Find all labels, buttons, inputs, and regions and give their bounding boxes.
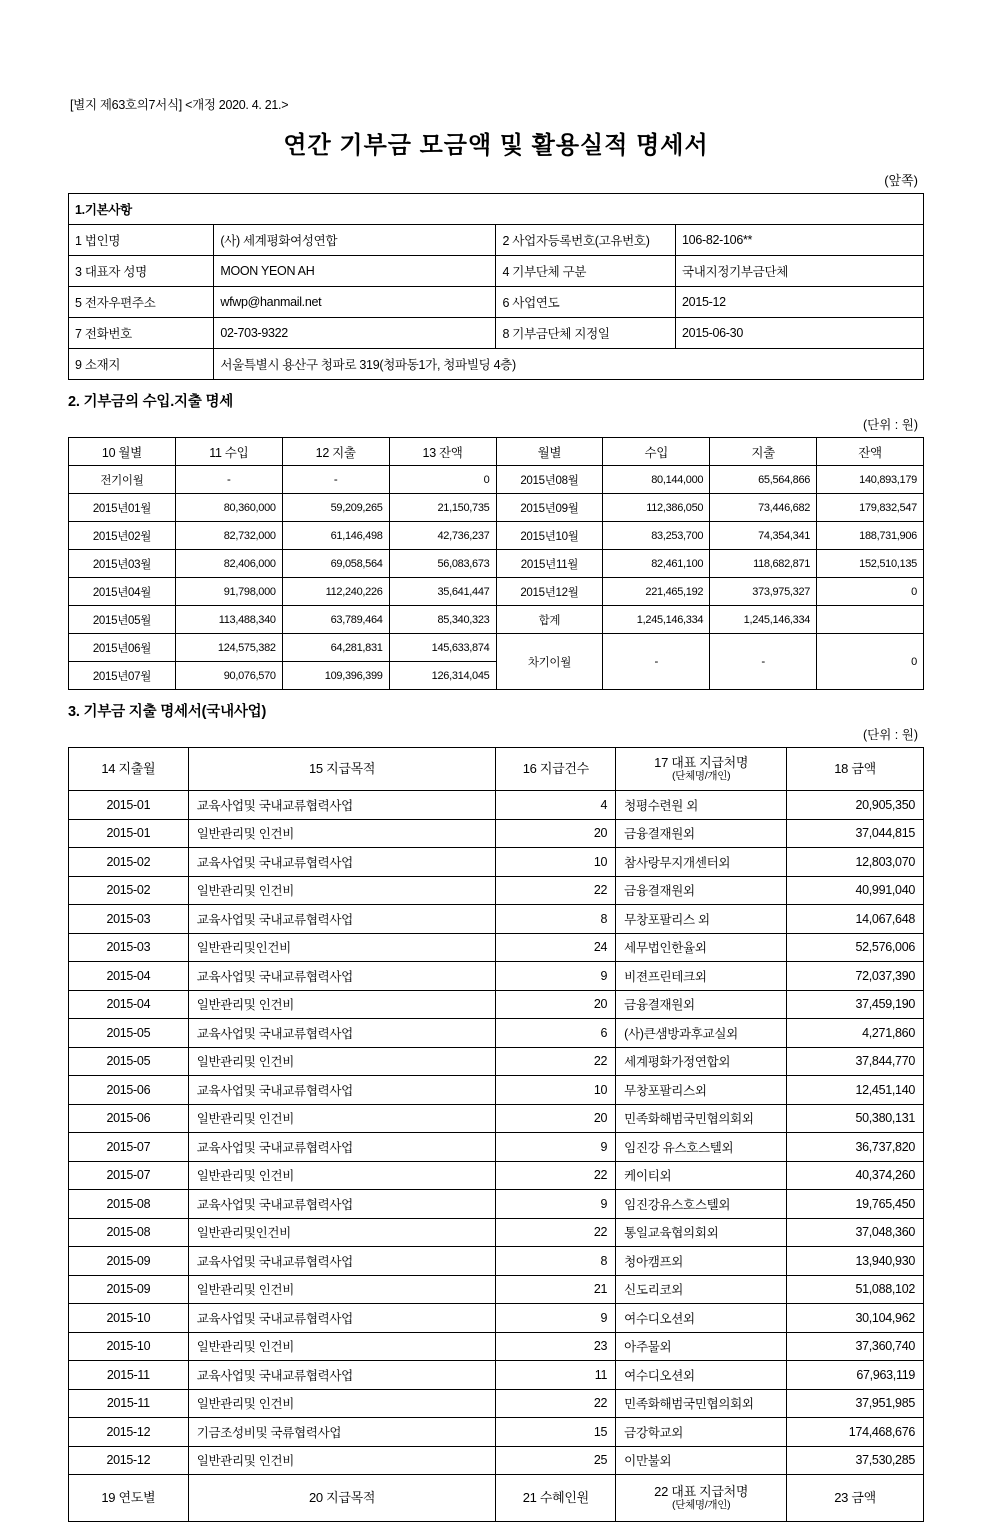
col-payee-name-sub: (단체명/개인) <box>672 770 731 783</box>
cell-expense-month: 2015-11 <box>69 1389 189 1418</box>
table-row <box>69 1133 924 1162</box>
cell-month: 2015년01월 <box>69 494 176 522</box>
cell-income: 90,076,570 <box>175 662 282 690</box>
value-email: wfwp@hanmail.net <box>214 287 496 318</box>
col-expense-left: 12 지출 <box>282 438 389 466</box>
cell-payment-purpose: 교육사업및 국내교류협력사업 <box>188 791 496 820</box>
cell-income-total: 1,245,146,334 <box>603 606 710 634</box>
cell-payment-count: 10 <box>496 1076 616 1105</box>
cell-payee-name: 비젼프린테크외 <box>616 962 787 991</box>
cell-month: 2015년02월 <box>69 522 176 550</box>
cell-income: 83,253,700 <box>603 522 710 550</box>
table-footer-header-row <box>69 1475 924 1522</box>
col-beneficiary-count: 21 수혜인원 <box>496 1475 616 1522</box>
cell-amount: 37,844,770 <box>787 1047 924 1076</box>
cell-payment-count: 9 <box>496 1190 616 1219</box>
cell-payee-name: 임진강 유스호스텔외 <box>616 1133 787 1162</box>
cell-balance: 21,150,735 <box>389 494 496 522</box>
table-row <box>69 1275 924 1304</box>
cell-payment-purpose: 일반관리및 인건비 <box>188 1104 496 1133</box>
cell-expense-month: 2015-10 <box>69 1304 189 1333</box>
table-row <box>69 933 924 962</box>
col-footer-payee-name <box>616 1475 787 1522</box>
table-row <box>69 905 924 934</box>
table-row <box>69 1389 924 1418</box>
cell-amount: 37,951,985 <box>787 1389 924 1418</box>
cell-payment-count: 20 <box>496 819 616 848</box>
cell-payee-name: 청아캠프외 <box>616 1247 787 1276</box>
cell-payment-purpose: 교육사업및 국내교류협력사업 <box>188 1247 496 1276</box>
label-corporation-name: 1 법인명 <box>69 225 214 256</box>
cell-balance: 0 <box>817 578 924 606</box>
table-row <box>69 1247 924 1276</box>
cell-payment-purpose: 교육사업및 국내교류협력사업 <box>188 1076 496 1105</box>
cell-expense-month: 2015-11 <box>69 1361 189 1390</box>
cell-payee-name: 임진강유스호스텔외 <box>616 1190 787 1219</box>
table-row <box>69 791 924 820</box>
cell-payment-purpose: 일반관리및 인건비 <box>188 1446 496 1475</box>
cell-payment-purpose: 일반관리및 인건비 <box>188 819 496 848</box>
col-payee-name-main: 17 대표 지급처명 <box>654 754 749 770</box>
cell-balance: 35,641,447 <box>389 578 496 606</box>
cell-payment-count: 4 <box>496 791 616 820</box>
cell-balance-total <box>817 606 924 634</box>
cell-payee-name: 참사랑무지개센터외 <box>616 848 787 877</box>
cell-month: 2015년04월 <box>69 578 176 606</box>
cell-payee-name: 무창포팔리스외 <box>616 1076 787 1105</box>
cell-amount: 12,451,140 <box>787 1076 924 1105</box>
cell-payment-purpose: 일반관리및 인건비 <box>188 876 496 905</box>
col-payment-count: 16 지급건수 <box>496 748 616 791</box>
cell-expense-month: 2015-04 <box>69 962 189 991</box>
cell-expense-total: 1,245,146,334 <box>710 606 817 634</box>
cell-month: 2015년07월 <box>69 662 176 690</box>
cell-payment-count: 21 <box>496 1275 616 1304</box>
cell-amount: 37,360,740 <box>787 1332 924 1361</box>
table-row <box>69 256 924 287</box>
col-expense-month: 14 지출월 <box>69 748 189 791</box>
cell-amount: 40,991,040 <box>787 876 924 905</box>
cell-payment-count: 20 <box>496 990 616 1019</box>
cell-amount: 67,963,119 <box>787 1361 924 1390</box>
col-footer-payee-name-main: 22 대표 지급처명 <box>654 1483 749 1499</box>
cell-expense: 373,975,327 <box>710 578 817 606</box>
cell-payment-count: 20 <box>496 1104 616 1133</box>
cell-payment-count: 10 <box>496 848 616 877</box>
cell-expense-month: 2015-08 <box>69 1218 189 1247</box>
table-row <box>69 1304 924 1333</box>
cell-payment-purpose: 일반관리및인건비 <box>188 1218 496 1247</box>
cell-income: 112,386,050 <box>603 494 710 522</box>
cell-expense-month: 2015-12 <box>69 1446 189 1475</box>
cell-expense-month: 2015-09 <box>69 1247 189 1276</box>
cell-balance: 126,314,045 <box>389 662 496 690</box>
table-row <box>69 1076 924 1105</box>
cell-payment-count: 6 <box>496 1019 616 1048</box>
cell-payment-count: 22 <box>496 1218 616 1247</box>
section2-unit: (단위 : 원) <box>863 418 918 432</box>
cell-balance: 145,633,874 <box>389 634 496 662</box>
cell-payment-purpose: 일반관리및인건비 <box>188 933 496 962</box>
value-corporation-name: (사) 세계평화여성연합 <box>214 225 496 256</box>
label-email: 5 전자우편주소 <box>69 287 214 318</box>
cell-expense: 63,789,464 <box>282 606 389 634</box>
cell-month: 2015년11월 <box>496 550 603 578</box>
cell-amount: 37,044,815 <box>787 819 924 848</box>
table-row <box>69 962 924 991</box>
page-title: 연간 기부금 모금액 및 활용실적 명세서 <box>283 132 709 159</box>
cell-month: 2015년06월 <box>69 634 176 662</box>
cell-balance: 140,893,179 <box>817 466 924 494</box>
cell-balance: 42,736,237 <box>389 522 496 550</box>
value-representative-name: MOON YEON AH <box>214 256 496 287</box>
label-designation-date: 8 기부금단체 지정일 <box>496 318 676 349</box>
col-month-left: 10 월별 <box>69 438 176 466</box>
table-row <box>69 494 924 522</box>
table-header-row <box>69 438 924 466</box>
cell-amount: 36,737,820 <box>787 1133 924 1162</box>
label-fiscal-year: 6 사업연도 <box>496 287 676 318</box>
page-side-note: (앞쪽) <box>884 173 918 188</box>
cell-expense-month: 2015-02 <box>69 876 189 905</box>
cell-expense-month: 2015-03 <box>69 905 189 934</box>
cell-payee-name: 세무법인한율외 <box>616 933 787 962</box>
cell-expense-month: 2015-09 <box>69 1275 189 1304</box>
table-row <box>69 1161 924 1190</box>
cell-expense-month: 2015-04 <box>69 990 189 1019</box>
cell-payee-name: 민족화해범국민협의회외 <box>616 1104 787 1133</box>
cell-balance: 179,832,547 <box>817 494 924 522</box>
cell-month: 2015년08월 <box>496 466 603 494</box>
cell-payment-purpose: 교육사업및 국내교류협력사업 <box>188 1019 496 1048</box>
table-row <box>69 349 924 380</box>
cell-balance: 0 <box>389 466 496 494</box>
cell-expense-month: 2015-05 <box>69 1019 189 1048</box>
table-row <box>69 606 924 634</box>
table-row <box>69 578 924 606</box>
label-donation-org-type: 4 기부단체 구분 <box>496 256 676 287</box>
table-row <box>69 990 924 1019</box>
cell-income: 82,732,000 <box>175 522 282 550</box>
cell-balance: 188,731,906 <box>817 522 924 550</box>
section1-heading: 1.기본사항 <box>69 194 924 225</box>
cell-income: 82,406,000 <box>175 550 282 578</box>
cell-amount: 4,271,860 <box>787 1019 924 1048</box>
cell-payment-purpose: 일반관리및 인건비 <box>188 1161 496 1190</box>
cell-payment-count: 23 <box>496 1332 616 1361</box>
cell-balance: 56,083,673 <box>389 550 496 578</box>
cell-payment-purpose: 교육사업및 국내교류협력사업 <box>188 905 496 934</box>
cell-payment-purpose: 교육사업및 국내교류협력사업 <box>188 1190 496 1219</box>
section3-unit: (단위 : 원) <box>863 728 918 742</box>
cell-month-carryforward: 차기이월 <box>496 634 603 690</box>
table-row <box>69 1218 924 1247</box>
table-row <box>69 225 924 256</box>
cell-payment-purpose: 교육사업및 국내교류협력사업 <box>188 848 496 877</box>
cell-amount: 52,576,006 <box>787 933 924 962</box>
cell-payment-purpose: 일반관리및 인건비 <box>188 1332 496 1361</box>
col-expense-right: 지출 <box>710 438 817 466</box>
basic-info-table <box>68 193 924 380</box>
cell-amount: 19,765,450 <box>787 1190 924 1219</box>
col-footer-payment-purpose: 20 지급목적 <box>188 1475 496 1522</box>
cell-expense: 74,354,341 <box>710 522 817 550</box>
section2-heading: 2. 기부금의 수입.지출 명세 <box>68 394 234 410</box>
table-row <box>69 1361 924 1390</box>
col-balance-right: 잔액 <box>817 438 924 466</box>
cell-income: 80,144,000 <box>603 466 710 494</box>
label-phone: 7 전화번호 <box>69 318 214 349</box>
cell-expense-month: 2015-06 <box>69 1076 189 1105</box>
table-row <box>69 876 924 905</box>
cell-month: 2015년05월 <box>69 606 176 634</box>
cell-payee-name: 아주물외 <box>616 1332 787 1361</box>
col-month-right: 월별 <box>496 438 603 466</box>
cell-payee-name: 민족화해범국민협의회외 <box>616 1389 787 1418</box>
cell-amount: 14,067,648 <box>787 905 924 934</box>
table-row <box>69 1047 924 1076</box>
cell-amount: 37,048,360 <box>787 1218 924 1247</box>
table-row <box>69 1190 924 1219</box>
cell-balance-carryforward: 0 <box>817 634 924 690</box>
cell-expense-month: 2015-06 <box>69 1104 189 1133</box>
cell-payment-count: 22 <box>496 1389 616 1418</box>
cell-expense-month: 2015-03 <box>69 933 189 962</box>
cell-payment-purpose: 일반관리및 인건비 <box>188 1275 496 1304</box>
table-row <box>69 318 924 349</box>
cell-payee-name: 청평수련원 외 <box>616 791 787 820</box>
cell-amount: 37,530,285 <box>787 1446 924 1475</box>
cell-expense-month: 2015-12 <box>69 1418 189 1447</box>
cell-expense-month: 2015-01 <box>69 791 189 820</box>
value-address: 서울특별시 용산구 청파로 319(청파동1가, 청파빌딩 4층) <box>214 349 924 380</box>
col-payee-name <box>616 748 787 791</box>
cell-expense-month: 2015-10 <box>69 1332 189 1361</box>
cell-payee-name: 무창포팔리스 외 <box>616 905 787 934</box>
cell-month: 2015년12월 <box>496 578 603 606</box>
cell-expense: 112,240,226 <box>282 578 389 606</box>
cell-expense-month: 2015-08 <box>69 1190 189 1219</box>
donation-expense-detail-table <box>68 747 924 1522</box>
cell-payee-name: (사)큰샘방과후교실외 <box>616 1019 787 1048</box>
cell-expense-month: 2015-02 <box>69 848 189 877</box>
value-designation-date: 2015-06-30 <box>676 318 924 349</box>
cell-payment-count: 9 <box>496 962 616 991</box>
table-row <box>69 550 924 578</box>
cell-balance: 85,340,323 <box>389 606 496 634</box>
cell-expense: 109,396,399 <box>282 662 389 690</box>
cell-payment-count: 22 <box>496 1047 616 1076</box>
cell-payment-purpose: 교육사업및 국내교류협력사업 <box>188 1304 496 1333</box>
cell-amount: 72,037,390 <box>787 962 924 991</box>
label-business-number: 2 사업자등록번호(고유번호) <box>496 225 676 256</box>
cell-amount: 20,905,350 <box>787 791 924 820</box>
col-income-left: 11 수입 <box>175 438 282 466</box>
value-business-number: 106-82-106** <box>676 225 924 256</box>
section3-heading: 3. 기부금 지출 명세서(국내사업) <box>68 704 267 720</box>
cell-payee-name: 금융결재원외 <box>616 819 787 848</box>
cell-expense-carryforward: - <box>710 634 817 690</box>
cell-expense: 64,281,831 <box>282 634 389 662</box>
cell-amount: 174,468,676 <box>787 1418 924 1447</box>
col-year-by: 19 연도별 <box>69 1475 189 1522</box>
cell-payment-count: 9 <box>496 1304 616 1333</box>
table-row <box>69 194 924 225</box>
cell-payment-count: 9 <box>496 1133 616 1162</box>
table-row <box>69 1019 924 1048</box>
cell-income: 113,488,340 <box>175 606 282 634</box>
cell-payee-name: 여수디오션외 <box>616 1304 787 1333</box>
cell-month-total: 합계 <box>496 606 603 634</box>
cell-expense: 118,682,871 <box>710 550 817 578</box>
cell-expense: - <box>282 466 389 494</box>
col-payment-purpose: 15 지급목적 <box>188 748 496 791</box>
value-phone: 02-703-9322 <box>214 318 496 349</box>
income-expense-table <box>68 437 924 690</box>
col-balance-left: 13 잔액 <box>389 438 496 466</box>
cell-expense-month: 2015-07 <box>69 1133 189 1162</box>
cell-payment-count: 15 <box>496 1418 616 1447</box>
cell-payee-name: 여수디오션외 <box>616 1361 787 1390</box>
cell-month: 2015년03월 <box>69 550 176 578</box>
value-donation-org-type: 국내지정기부금단체 <box>676 256 924 287</box>
cell-payment-count: 25 <box>496 1446 616 1475</box>
table-row <box>69 1446 924 1475</box>
col-amount: 18 금액 <box>787 748 924 791</box>
col-income-right: 수입 <box>603 438 710 466</box>
cell-payment-purpose: 교육사업및 국내교류협력사업 <box>188 1133 496 1162</box>
cell-income: - <box>175 466 282 494</box>
cell-amount: 50,380,131 <box>787 1104 924 1133</box>
cell-amount: 51,088,102 <box>787 1275 924 1304</box>
table-row <box>69 1418 924 1447</box>
cell-amount: 40,374,260 <box>787 1161 924 1190</box>
cell-expense-month: 2015-07 <box>69 1161 189 1190</box>
table-row <box>69 522 924 550</box>
cell-expense: 59,209,265 <box>282 494 389 522</box>
cell-month: 2015년10월 <box>496 522 603 550</box>
cell-income-carryforward: - <box>603 634 710 690</box>
table-row <box>69 848 924 877</box>
cell-income: 80,360,000 <box>175 494 282 522</box>
form-code: [별지 제63호의7서식] <개정 2020. 4. 21.> <box>70 98 289 112</box>
cell-payment-count: 8 <box>496 905 616 934</box>
value-fiscal-year: 2015-12 <box>676 287 924 318</box>
cell-expense: 73,446,682 <box>710 494 817 522</box>
cell-expense-month: 2015-05 <box>69 1047 189 1076</box>
table-header-row <box>69 748 924 791</box>
col-footer-amount: 23 금액 <box>787 1475 924 1522</box>
cell-payment-purpose: 일반관리및 인건비 <box>188 1047 496 1076</box>
cell-payment-count: 22 <box>496 1161 616 1190</box>
cell-payee-name: 신도리코외 <box>616 1275 787 1304</box>
table-row <box>69 1104 924 1133</box>
cell-month: 전기이월 <box>69 466 176 494</box>
cell-payee-name: 케이티외 <box>616 1161 787 1190</box>
cell-payment-count: 11 <box>496 1361 616 1390</box>
cell-income: 82,461,100 <box>603 550 710 578</box>
cell-payment-purpose: 일반관리및 인건비 <box>188 990 496 1019</box>
cell-payment-count: 8 <box>496 1247 616 1276</box>
cell-payee-name: 통일교육협의회외 <box>616 1218 787 1247</box>
cell-expense: 61,146,498 <box>282 522 389 550</box>
table-row <box>69 634 924 662</box>
table-row <box>69 819 924 848</box>
cell-payee-name: 이만불외 <box>616 1446 787 1475</box>
cell-amount: 13,940,930 <box>787 1247 924 1276</box>
cell-payment-purpose: 교육사업및 국내교류협력사업 <box>188 962 496 991</box>
cell-amount: 12,803,070 <box>787 848 924 877</box>
cell-amount: 37,459,190 <box>787 990 924 1019</box>
cell-payee-name: 금융결재원외 <box>616 990 787 1019</box>
cell-payee-name: 세계평화가정연합외 <box>616 1047 787 1076</box>
cell-payee-name: 금강학교외 <box>616 1418 787 1447</box>
cell-income: 221,465,192 <box>603 578 710 606</box>
cell-payment-purpose: 교육사업및 국내교류협력사업 <box>188 1361 496 1390</box>
cell-payment-purpose: 기금조성비및 국류협력사업 <box>188 1418 496 1447</box>
cell-balance: 152,510,135 <box>817 550 924 578</box>
cell-expense: 65,564,866 <box>710 466 817 494</box>
cell-month: 2015년09월 <box>496 494 603 522</box>
cell-payment-count: 24 <box>496 933 616 962</box>
label-address: 9 소재지 <box>69 349 214 380</box>
table-row <box>69 287 924 318</box>
col-footer-payee-name-sub: (단체명/개인) <box>672 1499 731 1512</box>
cell-payment-purpose: 일반관리및 인건비 <box>188 1389 496 1418</box>
cell-income: 124,575,382 <box>175 634 282 662</box>
cell-expense-month: 2015-01 <box>69 819 189 848</box>
label-representative-name: 3 대표자 성명 <box>69 256 214 287</box>
cell-payment-count: 22 <box>496 876 616 905</box>
cell-income: 91,798,000 <box>175 578 282 606</box>
cell-payee-name: 금융결재원외 <box>616 876 787 905</box>
table-row <box>69 1332 924 1361</box>
cell-amount: 30,104,962 <box>787 1304 924 1333</box>
cell-expense: 69,058,564 <box>282 550 389 578</box>
table-row <box>69 466 924 494</box>
